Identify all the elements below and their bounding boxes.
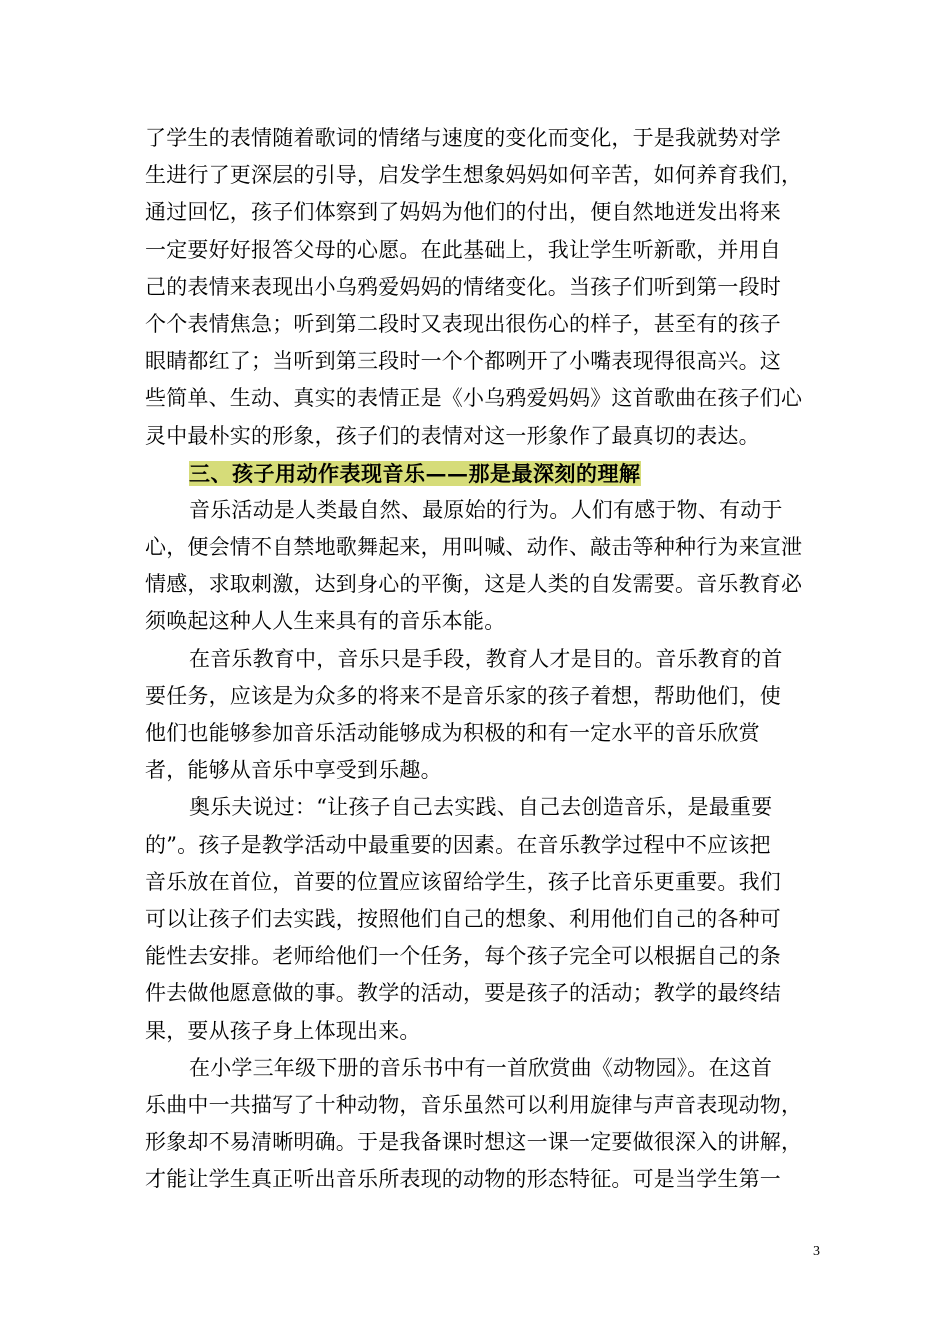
text-line: 可以让孩子们去实践，按照他们自己的想象、利用他们自己的各种可 (145, 906, 781, 931)
text-line: 灵中最朴实的形象，孩子们的表情对这一形象作了最真切的表达。 (145, 423, 760, 448)
text-line: 音乐活动是人类最自然、最原始的行为。人们有感于物、有动于 (189, 497, 783, 522)
section-heading-text: 三、孩子用动作表现音乐——那是最深刻的理解 (189, 460, 641, 486)
text-line: 须唤起这种人人生来具有的音乐本能。 (145, 609, 506, 634)
text-line: 果，要从孩子身上体现出来。 (145, 1018, 421, 1043)
text-line: 能性去安排。老师给他们一个任务，每个孩子完全可以根据自己的条 (145, 944, 781, 969)
body-text (145, 120, 815, 1198)
text-line: 情感，求取刺激，达到身心的平衡，这是人类的自发需要。音乐教育必 (145, 572, 803, 597)
text-line: 了学生的表情随着歌词的情绪与速度的变化而变化，于是我就势对学 (145, 126, 781, 150)
text-line: 一定要好好报答父母的心愿。在此基础上，我让学生听新歌，并用自 (145, 237, 781, 262)
section-heading (145, 455, 815, 492)
text-line: 些简单、生动、真实的表情正是《小乌鸦爱妈妈》这首歌曲在孩子们心 (145, 386, 803, 411)
text-line: 心，便会情不自禁地歌舞起来，用叫喊、动作、敲击等种种行为来宣泄 (145, 535, 803, 560)
text-line: 他们也能够参加音乐活动能够成为积极的和有一定水平的音乐欣赏 (145, 721, 760, 745)
text-line: 者，能够从音乐中享受到乐趣。 (145, 758, 442, 783)
text-line: 音乐放在首位，首要的位置应该留给学生，孩子比音乐更重要。我们 (145, 869, 781, 894)
text-line: 在小学三年级下册的音乐书中有一首欣赏曲《动物园》。在这首 (189, 1055, 773, 1080)
text-line: 要任务，应该是为众多的将来不是音乐家的孩子着想，帮助他们，使 (145, 683, 781, 708)
text-line: 己的表情来表现出小乌鸦爱妈妈的情绪变化。当孩子们听到第一段时 (145, 274, 781, 299)
text-line: 的”。孩子是教学活动中最重要的因素。在音乐教学过程中不应该把 (145, 832, 771, 857)
text-line: 乐曲中一共描写了十种动物，音乐虽然可以利用旋律与声音表现动物， (145, 1092, 803, 1117)
text-line: 在音乐教育中，音乐只是手段，教育人才是目的。音乐教育的首 (189, 646, 783, 671)
text-line: 件去做他愿意做的事。教学的活动，要是孩子的活动；教学的最终结 (145, 981, 781, 1006)
text-line: 通过回忆，孩子们体察到了妈妈为他们的付出，便自然地迸发出将来 (145, 200, 781, 225)
text-line: 个个表情焦急；听到第二段时又表现出很伤心的样子，甚至有的孩子 (145, 311, 781, 336)
text-line: 形象却不易清晰明确。于是我备课时想这一课一定要做很深入的讲解， (145, 1130, 803, 1155)
text-line: 生进行了更深层的引导，启发学生想象妈妈如何辛苦，如何养育我们， (145, 163, 803, 188)
page-number: 3 (813, 1244, 820, 1259)
text-line: 奥乐夫说过：“让孩子自己去实践、自己去创造音乐，是最重要 (189, 795, 773, 820)
text-line: 眼睛都红了；当听到第三段时一个个都咧开了小嘴表现得很高兴。这 (145, 349, 781, 374)
text-line: 才能让学生真正听出音乐所表现的动物的形态特征。可是当学生第一 (145, 1167, 781, 1192)
